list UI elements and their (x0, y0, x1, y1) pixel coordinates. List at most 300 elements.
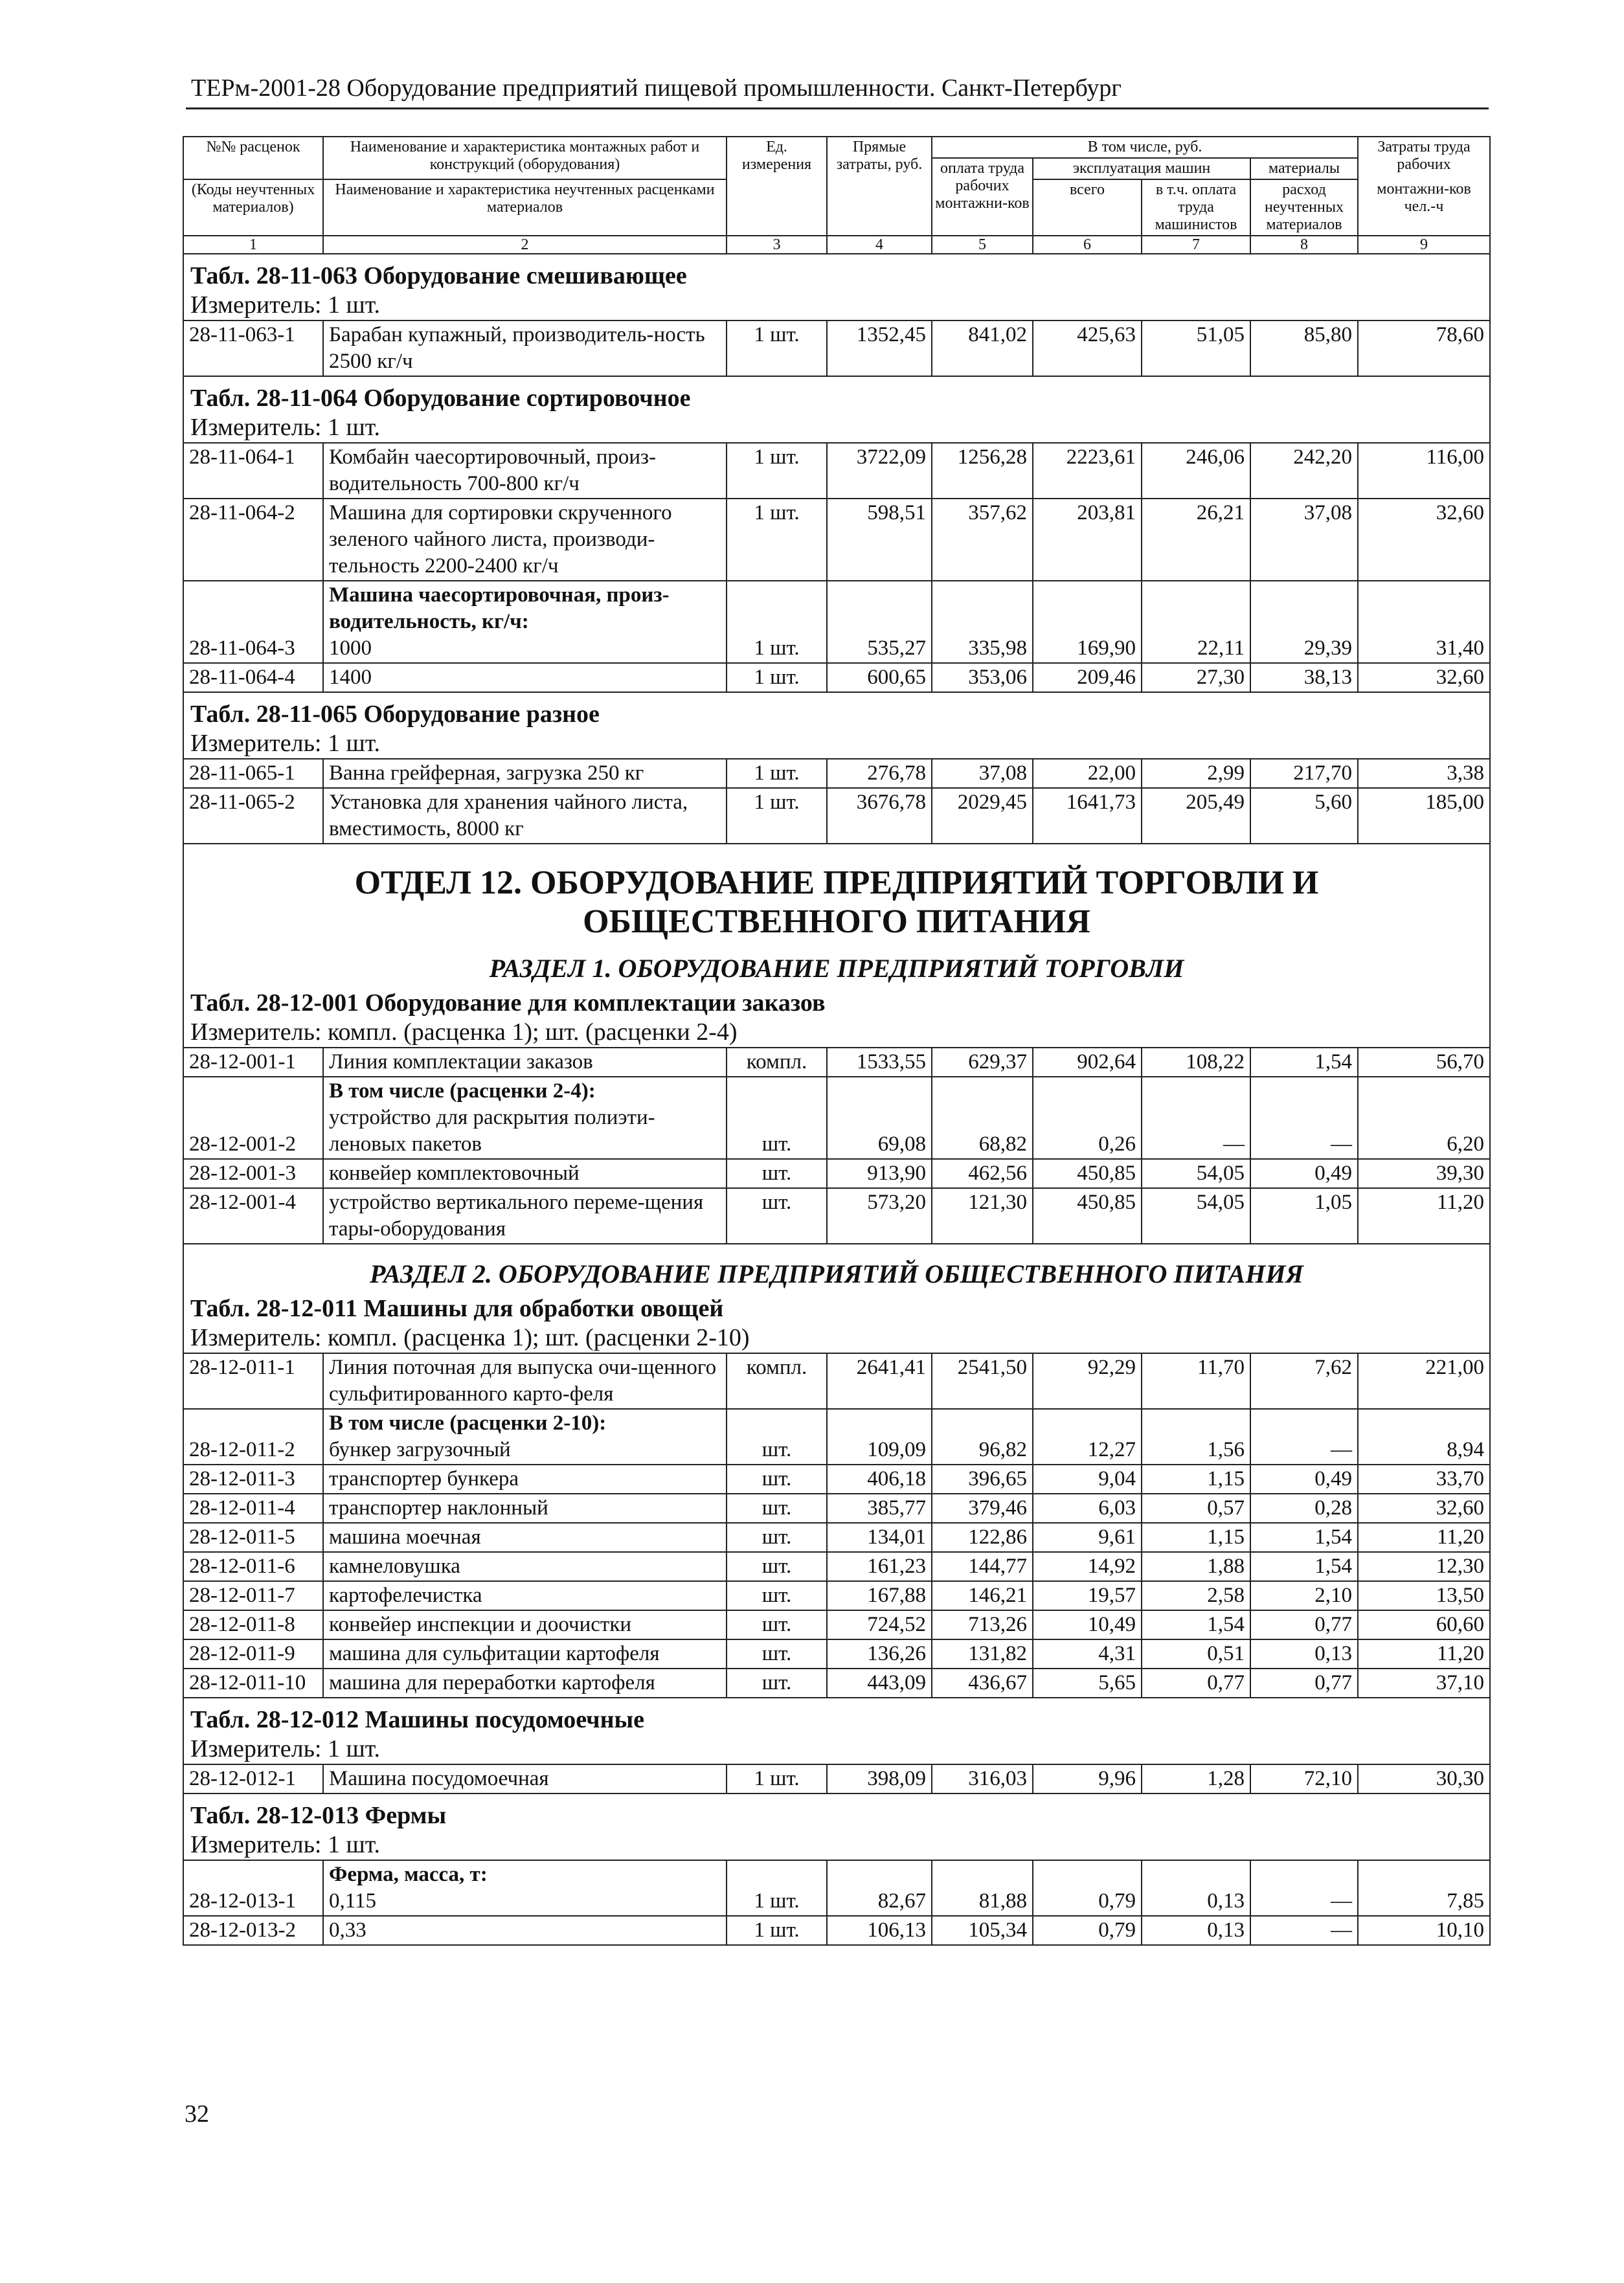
materials-cell: 0,77 (1250, 1610, 1358, 1639)
labor-hours-cell: 10,10 (1358, 1916, 1490, 1945)
section-meter: Измеритель: компл. (расценка 1); шт. (расценки 2-10) (190, 1324, 750, 1351)
rate-code-cell: 28-12-011-3 (183, 1465, 323, 1494)
direct-costs-cell: 136,26 (827, 1639, 932, 1669)
item-name: устройство для раскрытия полиэти-леновых пакетов (329, 1106, 655, 1156)
machinist-wages-cell: 1,88 (1142, 1552, 1250, 1581)
machinist-wages-cell: — (1142, 1077, 1250, 1159)
worker-wages-cell: 146,21 (932, 1581, 1033, 1610)
labor-hours-cell: 11,20 (1358, 1639, 1490, 1669)
header-wages-bottom: рабочих монтажни-ков (935, 177, 1030, 212)
labor-hours-cell: 11,20 (1358, 1523, 1490, 1552)
materials-cell: 1,05 (1250, 1188, 1358, 1244)
table-row (183, 1764, 1490, 1794)
materials-cell: — (1250, 1916, 1358, 1945)
materials-cell: 0,77 (1250, 1669, 1358, 1698)
table-28-11-063 (183, 254, 1490, 321)
rate-code-cell: 28-12-011-1 (183, 1353, 323, 1409)
direct-costs-cell: 69,08 (827, 1077, 932, 1159)
machines-total-cell: 450,85 (1033, 1159, 1142, 1188)
worker-wages-cell: 131,82 (932, 1639, 1033, 1669)
unit-cell: 1 шт. (727, 1916, 827, 1945)
rate-code-cell: 28-11-064-3 (183, 581, 323, 663)
table-row (183, 1353, 1490, 1409)
price-table (183, 136, 1491, 1946)
section-title: Табл. 28-12-011 Машины для обработки овощей (190, 1295, 724, 1322)
unit-cell: шт. (727, 1494, 827, 1523)
materials-cell: 242,20 (1250, 443, 1358, 499)
machines-total-cell: 425,63 (1033, 321, 1142, 376)
header-code: №№ расценок (183, 137, 323, 179)
worker-wages-cell: 105,34 (932, 1916, 1033, 1945)
item-name-cell: транспортер наклонный (323, 1494, 727, 1523)
machines-total-cell: 19,57 (1033, 1581, 1142, 1610)
worker-wages-cell: 2541,50 (932, 1353, 1033, 1409)
item-name-cell: 1400 (323, 663, 727, 692)
item-name-cell: Машина для сортировки скрученного зеленого чайного листа, производи-тельность 2200-2400 кг/ч (323, 499, 727, 581)
labor-hours-cell: 11,20 (1358, 1188, 1490, 1244)
materials-cell: 217,70 (1250, 759, 1358, 788)
rate-code-cell: 28-12-001-4 (183, 1188, 323, 1244)
section-meter: Измеритель: 1 шт. (190, 730, 380, 757)
direct-costs-cell: 109,09 (827, 1409, 932, 1465)
machines-total-cell: 0,26 (1033, 1077, 1142, 1159)
worker-wages-cell: 629,37 (932, 1048, 1033, 1077)
page-number: 32 (185, 2100, 209, 2128)
machines-total-cell: 14,92 (1033, 1552, 1142, 1581)
labor-hours-cell: 185,00 (1358, 788, 1490, 844)
table-rows (183, 581, 1490, 692)
table-rows (183, 1764, 1490, 1794)
section-meter: Измеритель: 1 шт. (190, 1831, 380, 1858)
worker-wages-cell: 436,67 (932, 1669, 1033, 1698)
direct-costs-cell: 82,67 (827, 1860, 932, 1916)
item-name-cell: Барабан купажный, производитель-ность 2500 кг/ч (323, 321, 727, 376)
materials-cell: 1,54 (1250, 1048, 1358, 1077)
item-name-cell (323, 1409, 727, 1465)
materials-cell: — (1250, 1860, 1358, 1916)
worker-wages-cell: 353,06 (932, 663, 1033, 692)
table-28-12-012 (183, 1698, 1490, 1764)
table-rows (183, 759, 1490, 844)
materials-cell: 85,80 (1250, 321, 1358, 376)
unit-cell: шт. (727, 1188, 827, 1244)
machines-total-cell: 12,27 (1033, 1409, 1142, 1465)
unit-cell: 1 шт. (727, 663, 827, 692)
item-name: 1000 (329, 636, 372, 660)
header-code-bottom: (Коды неучтенных материалов) (183, 179, 323, 236)
item-name-cell: Ванна грейферная, загрузка 250 кг (323, 759, 727, 788)
table-rows (183, 1860, 1490, 1916)
worker-wages-cell: 96,82 (932, 1409, 1033, 1465)
table-row (183, 1639, 1490, 1669)
item-name-cell: конвейер комплектовочный (323, 1159, 727, 1188)
labor-hours-cell: 32,60 (1358, 499, 1490, 581)
machinist-wages-cell: 1,15 (1142, 1465, 1250, 1494)
labor-hours-cell: 7,85 (1358, 1860, 1490, 1916)
labor-hours-cell: 32,60 (1358, 663, 1490, 692)
header-num: 9 (1358, 236, 1490, 254)
unit-cell: шт. (727, 1610, 827, 1639)
header-num: 1 (183, 236, 323, 254)
section-title: Табл. 28-11-065 Оборудование разное (190, 701, 600, 728)
machines-total-cell: 1641,73 (1033, 788, 1142, 844)
machinist-wages-cell: 205,49 (1142, 788, 1250, 844)
table-row (183, 759, 1490, 788)
rate-code-cell: 28-11-065-2 (183, 788, 323, 844)
machinist-wages-cell: 26,21 (1142, 499, 1250, 581)
machinist-wages-cell: 0,51 (1142, 1639, 1250, 1669)
subheading: Машина чаесортировочная, произ-водительность, кг/ч: (329, 583, 670, 633)
direct-costs-cell: 3722,09 (827, 443, 932, 499)
item-name-cell: машина моечная (323, 1523, 727, 1552)
rate-code-cell: 28-12-013-1 (183, 1860, 323, 1916)
labor-hours-cell: 33,70 (1358, 1465, 1490, 1494)
direct-costs-cell: 406,18 (827, 1465, 932, 1494)
machines-total-cell: 6,03 (1033, 1494, 1142, 1523)
labor-hours-cell: 32,60 (1358, 1494, 1490, 1523)
machines-total-cell: 209,46 (1033, 663, 1142, 692)
subheading: В том числе (расценки 2-10): (329, 1411, 607, 1435)
part-2 (183, 1244, 1490, 1294)
header-num: 7 (1142, 236, 1250, 254)
labor-hours-cell: 13,50 (1358, 1581, 1490, 1610)
labor-hours-cell: 56,70 (1358, 1048, 1490, 1077)
header-materials-use: расход неучтенных материалов (1250, 179, 1358, 236)
materials-cell: 7,62 (1250, 1353, 1358, 1409)
machines-total-cell: 902,64 (1033, 1048, 1142, 1077)
table-rows (183, 1916, 1490, 1945)
worker-wages-cell: 316,03 (932, 1764, 1033, 1794)
labor-hours-cell: 60,60 (1358, 1610, 1490, 1639)
table-row (183, 499, 1490, 581)
unit-cell: 1 шт. (727, 1764, 827, 1794)
unit-cell: 1 шт. (727, 581, 827, 663)
unit-cell: компл. (727, 1353, 827, 1409)
worker-wages-cell: 335,98 (932, 581, 1033, 663)
unit-cell: 1 шт. (727, 1860, 827, 1916)
materials-cell: 0,28 (1250, 1494, 1358, 1523)
worker-wages-cell: 122,86 (932, 1523, 1033, 1552)
materials-cell: 0,49 (1250, 1465, 1358, 1494)
rate-code-cell: 28-11-065-1 (183, 759, 323, 788)
table-row (183, 1077, 1490, 1159)
header-group: В том числе, руб. (932, 137, 1358, 158)
direct-costs-cell: 167,88 (827, 1581, 932, 1610)
unit-cell: 1 шт. (727, 759, 827, 788)
table-row (183, 1860, 1490, 1916)
table-28-11-064 (183, 376, 1490, 443)
header-labor-top: Затраты труда рабочих (1358, 137, 1490, 179)
machines-total-cell: 10,49 (1033, 1610, 1142, 1639)
table-row (183, 581, 1490, 663)
header-materials: материалы (1250, 158, 1358, 179)
item-name-cell: Линия поточная для выпуска очи-щенного сульфитированного карто-феля (323, 1353, 727, 1409)
worker-wages-cell: 37,08 (932, 759, 1033, 788)
section-title: Табл. 28-11-063 Оборудование смешивающее (190, 262, 687, 289)
table-row (183, 1669, 1490, 1698)
subheading: Ферма, масса, т: (329, 1863, 488, 1886)
materials-cell: 29,39 (1250, 581, 1358, 663)
worker-wages-cell: 81,88 (932, 1860, 1033, 1916)
unit-cell: 1 шт. (727, 443, 827, 499)
machines-total-cell: 9,61 (1033, 1523, 1142, 1552)
table-row (183, 663, 1490, 692)
section-title: Табл. 28-12-001 Оборудование для комплектации заказов (190, 989, 826, 1017)
item-name-cell (323, 1860, 727, 1916)
rate-code-cell: 28-11-064-2 (183, 499, 323, 581)
table-rows (183, 1077, 1490, 1244)
unit-cell: 1 шт. (727, 788, 827, 844)
worker-wages-cell: 357,62 (932, 499, 1033, 581)
unit-cell: шт. (727, 1552, 827, 1581)
rate-code-cell: 28-11-063-1 (183, 321, 323, 376)
unit-cell: 1 шт. (727, 321, 827, 376)
materials-cell: 37,08 (1250, 499, 1358, 581)
materials-cell: 0,49 (1250, 1159, 1358, 1188)
item-name-cell: 0,33 (323, 1916, 727, 1945)
machines-total-cell: 4,31 (1033, 1639, 1142, 1669)
table-28-12-011 (183, 1294, 1490, 1353)
header-labor-bottom: монтажни-ков чел.-ч (1358, 179, 1490, 236)
section-meter: Измеритель: 1 шт. (190, 291, 380, 319)
subheading: В том числе (расценки 2-4): (329, 1079, 596, 1103)
direct-costs-cell: 1352,45 (827, 321, 932, 376)
machinist-wages-cell: 1,15 (1142, 1523, 1250, 1552)
machinist-wages-cell: 54,05 (1142, 1159, 1250, 1188)
direct-costs-cell: 3676,78 (827, 788, 932, 844)
machinist-wages-cell: 11,70 (1142, 1353, 1250, 1409)
running-header: ТЕРм-2001-28 Оборудование предприятий пищевой промышленности. Санкт-Петербург (191, 74, 1122, 102)
machinist-wages-cell: 1,28 (1142, 1764, 1250, 1794)
direct-costs-cell: 1533,55 (827, 1048, 932, 1077)
table-row (183, 1916, 1490, 1945)
rate-code-cell: 28-12-011-9 (183, 1639, 323, 1669)
direct-costs-cell: 276,78 (827, 759, 932, 788)
table-28-12-013 (183, 1794, 1490, 1860)
table-rows (183, 321, 1490, 376)
unit-cell: компл. (727, 1048, 827, 1077)
direct-costs-cell: 161,23 (827, 1552, 932, 1581)
item-name-cell: конвейер инспекции и доочистки (323, 1610, 727, 1639)
item-name-cell: Установка для хранения чайного листа, вместимость, 8000 кг (323, 788, 727, 844)
materials-cell: 5,60 (1250, 788, 1358, 844)
direct-costs-cell: 535,27 (827, 581, 932, 663)
item-name-cell: картофелечистка (323, 1581, 727, 1610)
item-name-cell: Линия комплектации заказов (323, 1048, 727, 1077)
header-machines-total: всего (1033, 179, 1142, 236)
section-meter: Измеритель: 1 шт. (190, 1735, 380, 1762)
machinist-wages-cell: 1,56 (1142, 1409, 1250, 1465)
unit-cell: шт. (727, 1409, 827, 1465)
item-name-cell (323, 581, 727, 663)
machines-total-cell: 169,90 (1033, 581, 1142, 663)
header-direct-costs: Прямые затраты, руб. (827, 137, 932, 236)
labor-hours-cell: 31,40 (1358, 581, 1490, 663)
header-machinists: в т.ч. оплата труда машинистов (1142, 179, 1250, 236)
part-1-title: РАЗДЕЛ 1. ОБОРУДОВАНИЕ ПРЕДПРИЯТИЙ ТОРГОВЛИ (489, 954, 1184, 983)
machinist-wages-cell: 2,99 (1142, 759, 1250, 788)
direct-costs-cell: 443,09 (827, 1669, 932, 1698)
item-name-cell (323, 1077, 727, 1159)
table-row (183, 1159, 1490, 1188)
unit-cell: шт. (727, 1523, 827, 1552)
header-wages (932, 158, 1033, 236)
worker-wages-cell: 379,46 (932, 1494, 1033, 1523)
department-title: ОТДЕЛ 12. ОБОРУДОВАНИЕ ПРЕДПРИЯТИЙ ТОРГОВЛИ И ОБЩЕСТВЕННОГО ПИТАНИЯ (354, 864, 1319, 940)
rate-code-cell: 28-12-011-7 (183, 1581, 323, 1610)
machines-total-cell: 5,65 (1033, 1669, 1142, 1698)
materials-cell: 1,54 (1250, 1552, 1358, 1581)
table-rows (183, 1409, 1490, 1698)
worker-wages-cell: 144,77 (932, 1552, 1033, 1581)
header-name-bottom: Наименование и характеристика неучтенных расценками материалов (323, 179, 727, 236)
table-row (183, 1188, 1490, 1244)
header-num: 5 (932, 236, 1033, 254)
direct-costs-cell: 2641,41 (827, 1353, 932, 1409)
item-name-cell: Комбайн чаесортировочный, произ-водительность 700-800 кг/ч (323, 443, 727, 499)
machinist-wages-cell: 0,57 (1142, 1494, 1250, 1523)
table-row (183, 788, 1490, 844)
rate-code-cell: 28-12-011-8 (183, 1610, 323, 1639)
table-rows (183, 1048, 1490, 1077)
item-name-cell: машина для сульфитации картофеля (323, 1639, 727, 1669)
table-28-11-065 (183, 692, 1490, 759)
machines-total-cell: 2223,61 (1033, 443, 1142, 499)
header-num: 2 (323, 236, 727, 254)
table-row (183, 1409, 1490, 1465)
direct-costs-cell: 398,09 (827, 1764, 932, 1794)
labor-hours-cell: 37,10 (1358, 1669, 1490, 1698)
header-unit: Ед. измерения (727, 137, 827, 236)
direct-costs-cell: 913,90 (827, 1159, 932, 1188)
section-meter: Измеритель: 1 шт. (190, 414, 380, 441)
rate-code-cell: 28-12-011-2 (183, 1409, 323, 1465)
rate-code-cell: 28-12-011-10 (183, 1669, 323, 1698)
machines-total-cell: 92,29 (1033, 1353, 1142, 1409)
unit-cell: шт. (727, 1581, 827, 1610)
worker-wages-cell: 396,65 (932, 1465, 1033, 1494)
section-meter: Измеритель: компл. (расценка 1); шт. (расценки 2-4) (190, 1018, 738, 1046)
machinist-wages-cell: 1,54 (1142, 1610, 1250, 1639)
labor-hours-cell: 3,38 (1358, 759, 1490, 788)
table-header (183, 137, 1490, 254)
worker-wages-cell: 2029,45 (932, 788, 1033, 844)
direct-costs-cell: 106,13 (827, 1916, 932, 1945)
machinist-wages-cell: 0,13 (1142, 1860, 1250, 1916)
direct-costs-cell: 598,51 (827, 499, 932, 581)
unit-cell: шт. (727, 1159, 827, 1188)
worker-wages-cell: 462,56 (932, 1159, 1033, 1188)
labor-hours-cell: 221,00 (1358, 1353, 1490, 1409)
machinist-wages-cell: 246,06 (1142, 443, 1250, 499)
machines-total-cell: 9,04 (1033, 1465, 1142, 1494)
machinist-wages-cell: 27,30 (1142, 663, 1250, 692)
machines-total-cell: 203,81 (1033, 499, 1142, 581)
header-num: 3 (727, 236, 827, 254)
worker-wages-cell: 841,02 (932, 321, 1033, 376)
labor-hours-cell: 116,00 (1358, 443, 1490, 499)
machinist-wages-cell: 2,58 (1142, 1581, 1250, 1610)
header-name: Наименование и характеристика монтажных работ и конструкций (оборудования) (323, 137, 727, 179)
table-row (183, 1465, 1490, 1494)
table-row (183, 1494, 1490, 1523)
header-rule (186, 107, 1489, 109)
unit-cell: шт. (727, 1639, 827, 1669)
rate-code-cell: 28-11-064-4 (183, 663, 323, 692)
header-machines: эксплуатация машин (1033, 158, 1250, 179)
rate-code-cell: 28-12-011-6 (183, 1552, 323, 1581)
table-row (183, 443, 1490, 499)
rate-code-cell: 28-12-013-2 (183, 1916, 323, 1945)
table-28-12-001 (183, 988, 1490, 1048)
item-name-cell: Машина посудомоечная (323, 1764, 727, 1794)
table-row (183, 321, 1490, 376)
machinist-wages-cell: 108,22 (1142, 1048, 1250, 1077)
item-name-cell: камнеловушка (323, 1552, 727, 1581)
table-row (183, 1552, 1490, 1581)
rate-code-cell: 28-12-011-4 (183, 1494, 323, 1523)
part-2-title: РАЗДЕЛ 2. ОБОРУДОВАНИЕ ПРЕДПРИЯТИЙ ОБЩЕСТВЕННОГО ПИТАНИЯ (370, 1259, 1303, 1288)
materials-cell: 72,10 (1250, 1764, 1358, 1794)
table-rows (183, 443, 1490, 581)
labor-hours-cell: 12,30 (1358, 1552, 1490, 1581)
unit-cell: шт. (727, 1077, 827, 1159)
rate-code-cell: 28-12-001-1 (183, 1048, 323, 1077)
table-row (183, 1581, 1490, 1610)
materials-cell: 1,54 (1250, 1523, 1358, 1552)
table-row (183, 1523, 1490, 1552)
rate-code-cell: 28-12-011-5 (183, 1523, 323, 1552)
rate-code-cell: 28-12-001-2 (183, 1077, 323, 1159)
item-name: бункер загрузочный (329, 1438, 511, 1461)
machines-total-cell: 9,96 (1033, 1764, 1142, 1794)
direct-costs-cell: 600,65 (827, 663, 932, 692)
materials-cell: 0,13 (1250, 1639, 1358, 1669)
machines-total-cell: 0,79 (1033, 1860, 1142, 1916)
labor-hours-cell: 30,30 (1358, 1764, 1490, 1794)
worker-wages-cell: 121,30 (932, 1188, 1033, 1244)
materials-cell: — (1250, 1409, 1358, 1465)
labor-hours-cell: 8,94 (1358, 1409, 1490, 1465)
department-12 (183, 844, 1490, 988)
rate-code-cell: 28-11-064-1 (183, 443, 323, 499)
materials-cell: 2,10 (1250, 1581, 1358, 1610)
rate-code-cell: 28-12-012-1 (183, 1764, 323, 1794)
table-row (183, 1048, 1490, 1077)
direct-costs-cell: 134,01 (827, 1523, 932, 1552)
section-title: Табл. 28-11-064 Оборудование сортировочное (190, 385, 691, 412)
section-title: Табл. 28-12-013 Фермы (190, 1802, 447, 1829)
materials-cell: — (1250, 1077, 1358, 1159)
item-name-cell: транспортер бункера (323, 1465, 727, 1494)
section-title: Табл. 28-12-012 Машины посудомоечные (190, 1706, 645, 1733)
header-num: 8 (1250, 236, 1358, 254)
header-num: 4 (827, 236, 932, 254)
worker-wages-cell: 68,82 (932, 1077, 1033, 1159)
direct-costs-cell: 385,77 (827, 1494, 932, 1523)
header-num: 6 (1033, 236, 1142, 254)
machinist-wages-cell: 22,11 (1142, 581, 1250, 663)
unit-cell: 1 шт. (727, 499, 827, 581)
unit-cell: шт. (727, 1465, 827, 1494)
machinist-wages-cell: 0,13 (1142, 1916, 1250, 1945)
unit-cell: шт. (727, 1669, 827, 1698)
item-name: 0,115 (329, 1889, 377, 1913)
rate-code-cell: 28-12-001-3 (183, 1159, 323, 1188)
table-row (183, 1610, 1490, 1639)
table-rows (183, 1353, 1490, 1409)
worker-wages-cell: 713,26 (932, 1610, 1033, 1639)
